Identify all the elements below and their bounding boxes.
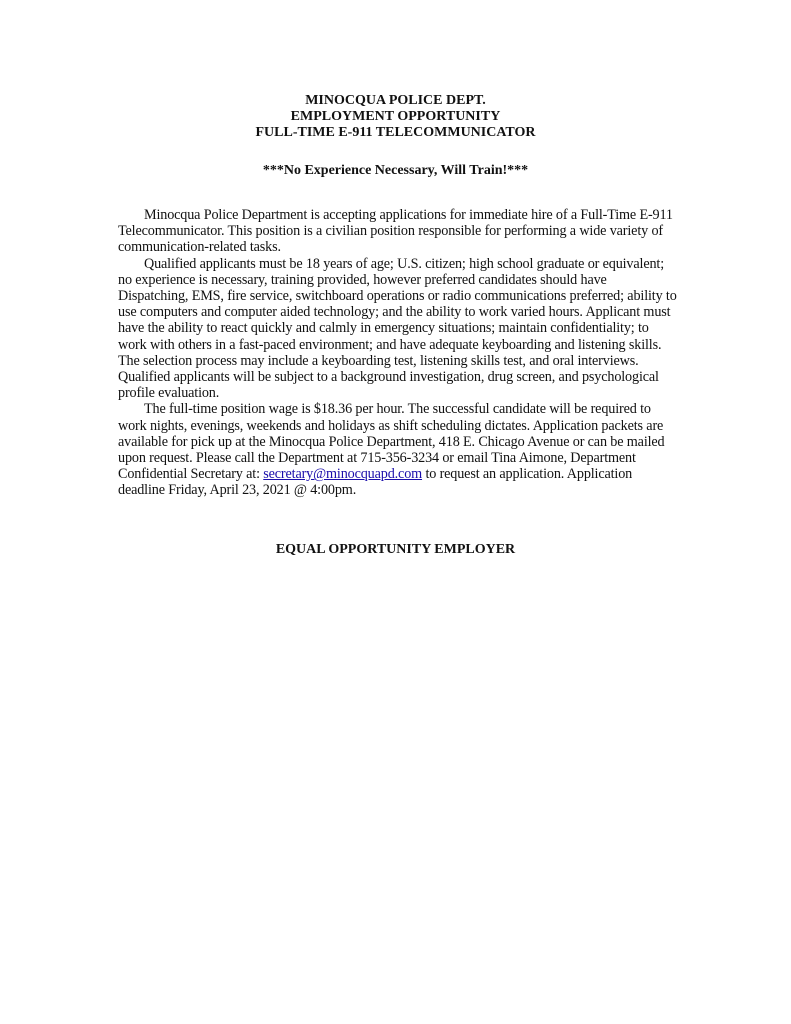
- email-link[interactable]: secretary@minocquapd.com: [263, 466, 423, 483]
- paragraph-deadline-text: to request an application. Application deadline Friday, April 23, 2021 @ 4:00pm.: [118, 466, 633, 499]
- paragraph-wage-text: The full-time position wage is $18.36 per hour. The successful candidate will be required to work nights, evenings, weekends and holidays as shift scheduling dictates. Application packets are available for pick up at the Minocqua Police Department, 418 E. Chicago Avenue or can be mailed upon request. Please call the Department at 715-356-3234 or email Tina Aimone, Department Confidential Secretary at:: [118, 401, 665, 483]
- header-position-title: FULL-TIME E-911 TELECOMMUNICATOR: [255, 125, 536, 140]
- header-opportunity: EMPLOYMENT OPPORTUNITY: [290, 109, 501, 124]
- paragraph-wage-and-application: [118, 401, 678, 498]
- tagline: ***No Experience Necessary, Will Train!***: [262, 163, 529, 178]
- document-body: [118, 207, 678, 499]
- header-department: MINOCQUA POLICE DEPT.: [305, 93, 486, 108]
- document-header: [0, 93, 791, 141]
- paragraph-qualifications: Qualified applicants must be 18 years of age; U.S. citizen; high school graduate or equivalent; no experience is necessary, training provided, however preferred candidates should have Dispatching, EMS, fire service, switchboard operations or radio communications preferred; ability to use computers and computer aided technology; and the ability to work varied hours. Applicant must have the ability to react quickly and calmly in emergency situations; maintain confidentiality; to work with others in a fast-paced environment; and have adequate keyboarding and listening skills. The selection process may include a keyboarding test, listening skills test, and oral interviews. Qualified applicants will be subject to a background investigation, drug screen, and psychological profile evaluation.: [118, 255, 677, 402]
- paragraph-intro: Minocqua Police Department is accepting applications for immediate hire of a Full-Time E-911 Telecommunicator. This position is a civilian position responsible for performing a wide variety of communication-related tasks.: [118, 207, 673, 256]
- equal-opportunity-footer: EQUAL OPPORTUNITY EMPLOYER: [275, 542, 516, 557]
